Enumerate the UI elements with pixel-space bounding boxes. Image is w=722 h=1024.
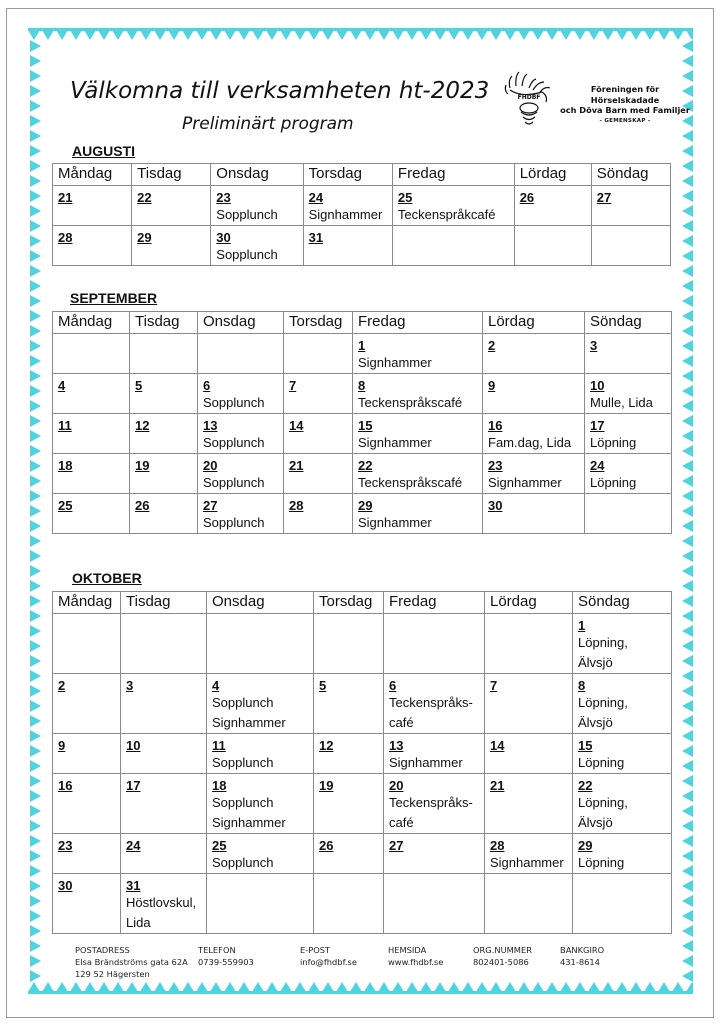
event-label: Sopplunch (212, 795, 274, 810)
organization-line-1: Föreningen för Hörselskadade (590, 84, 660, 105)
event-label: Teckenspråkcafé (397, 207, 496, 222)
event-label: Sopplunch (216, 247, 278, 262)
weekday-header: Torsdag (314, 592, 384, 614)
day-number: 30 (58, 878, 73, 893)
event-label: Löpning (590, 475, 637, 490)
day-number: 23 (58, 838, 73, 853)
weekday-header: Lördag (483, 312, 585, 334)
weekday-header: Onsdag (198, 312, 284, 334)
event-label: café (389, 715, 414, 730)
day-cell (353, 414, 483, 454)
weekday-header: Tisdag (130, 312, 198, 334)
day-cell (53, 334, 130, 374)
page-title: Välkomna till verksamheten ht-2023 (70, 78, 490, 104)
day-number: 26 (319, 838, 334, 853)
border-bottom-triangles (28, 982, 693, 992)
day-cell (284, 454, 353, 494)
day-cell (384, 774, 485, 834)
day-cell (483, 334, 585, 374)
weekday-header: Måndag (53, 592, 121, 614)
event-label: Höstlovskul, (126, 895, 197, 910)
day-number: 28 (58, 230, 73, 245)
day-cell (207, 774, 314, 834)
day-cell (573, 674, 672, 734)
day-number: 21 (289, 458, 304, 473)
day-number: 8 (358, 378, 366, 393)
week-row (53, 734, 672, 774)
day-cell (53, 186, 132, 226)
day-number: 17 (126, 778, 141, 793)
day-number: 31 (126, 878, 141, 893)
day-number: 22 (578, 778, 593, 793)
day-number: 14 (490, 738, 505, 753)
day-number: 25 (397, 190, 413, 205)
footer-column-bankgiro (560, 944, 604, 968)
day-cell (585, 334, 672, 374)
day-cell (392, 186, 514, 226)
footer-column-epost (300, 944, 357, 968)
week-row (53, 674, 672, 734)
calendar-table-oktober (52, 591, 672, 934)
day-cell (485, 614, 573, 674)
month-title: OKTOBER (72, 570, 142, 586)
weekday-header: Söndag (573, 592, 672, 614)
day-number: 19 (319, 778, 334, 793)
footer-value: Elsa Brändströms gata 62A (75, 957, 188, 967)
week-row (53, 774, 672, 834)
week-row (53, 874, 672, 934)
day-cell (207, 834, 314, 874)
footer-label: POSTADRESS (75, 945, 130, 955)
footer-column-telefon (198, 944, 254, 968)
day-number: 16 (488, 418, 503, 433)
week-row (53, 226, 671, 266)
day-number: 15 (358, 418, 373, 433)
day-number: 28 (490, 838, 505, 853)
event-label: Signhammer (490, 855, 564, 870)
event-label: Löpning, (578, 795, 628, 810)
day-number: 29 (137, 230, 152, 245)
day-number: 26 (135, 498, 150, 513)
day-cell (53, 834, 121, 874)
weekday-header: Lördag (514, 164, 591, 186)
day-number: 27 (389, 838, 404, 853)
day-cell (198, 374, 284, 414)
footer-label: TELEFON (198, 945, 236, 955)
event-label: Sopplunch (212, 855, 274, 870)
footer-value: info@fhdbf.se (300, 957, 357, 967)
event-label: Teckenspråks- (389, 795, 473, 810)
day-cell (132, 186, 211, 226)
day-number: 14 (289, 418, 304, 433)
event-label: Teckenspråkscafé (358, 395, 463, 410)
day-cell (130, 454, 198, 494)
day-cell (314, 614, 384, 674)
day-cell (198, 334, 284, 374)
day-cell (573, 734, 672, 774)
event-label: Löpning (578, 855, 625, 870)
day-cell (585, 494, 672, 534)
day-number: 31 (308, 230, 324, 245)
day-cell (53, 414, 130, 454)
day-number: 13 (389, 738, 404, 753)
day-cell (485, 734, 573, 774)
day-cell (207, 874, 314, 934)
day-number: 18 (58, 458, 73, 473)
day-number: 8 (578, 678, 586, 693)
day-cell (53, 614, 121, 674)
footer-label: ORG.NUMMER (473, 945, 532, 955)
day-cell (585, 374, 672, 414)
day-cell (284, 494, 353, 534)
day-number: 10 (126, 738, 141, 753)
day-cell (514, 226, 591, 266)
day-number: 11 (58, 418, 72, 433)
event-label: Sopplunch (212, 695, 274, 710)
day-number: 27 (596, 190, 612, 205)
day-number: 4 (58, 378, 66, 393)
event-label: Signhammer (488, 475, 562, 490)
day-number: 12 (319, 738, 334, 753)
day-cell (585, 454, 672, 494)
weekday-header: Tisdag (121, 592, 207, 614)
day-number: 25 (58, 498, 73, 513)
event-label: Sopplunch (216, 207, 278, 222)
day-cell (53, 374, 130, 414)
event-label: Sopplunch (203, 475, 265, 490)
day-cell (314, 734, 384, 774)
footer-value: 129 52 Hägersten (75, 969, 150, 979)
event-label: Älvsjö (578, 655, 613, 670)
page-subtitle: Preliminärt program (182, 114, 354, 134)
day-cell (198, 494, 284, 534)
day-cell (53, 774, 121, 834)
day-cell (207, 674, 314, 734)
day-cell (384, 734, 485, 774)
day-cell (384, 874, 485, 934)
day-cell (53, 874, 121, 934)
weekday-header: Onsdag (207, 592, 314, 614)
week-row (53, 414, 672, 454)
day-cell (53, 494, 130, 534)
day-cell (121, 774, 207, 834)
day-cell (353, 494, 483, 534)
event-label: café (389, 815, 414, 830)
day-number: 20 (389, 778, 404, 793)
day-cell (392, 226, 514, 266)
border-left-triangles (30, 40, 42, 982)
organization-name (560, 84, 690, 126)
border-right-triangles (681, 40, 693, 982)
day-cell (314, 874, 384, 934)
week-row (53, 614, 672, 674)
weekday-header: Tisdag (132, 164, 211, 186)
event-label: Signhammer (308, 207, 383, 222)
weekday-header: Fredag (392, 164, 514, 186)
day-cell (353, 334, 483, 374)
day-number: 17 (590, 418, 605, 433)
day-number: 1 (358, 338, 366, 353)
day-number: 6 (203, 378, 211, 393)
day-number: 20 (203, 458, 218, 473)
day-number: 26 (519, 190, 535, 205)
footer-value: 0739-559903 (198, 957, 254, 967)
day-cell (591, 186, 670, 226)
day-number: 25 (212, 838, 227, 853)
week-row (53, 186, 671, 226)
day-cell (121, 874, 207, 934)
day-number: 13 (203, 418, 218, 433)
day-number: 2 (488, 338, 496, 353)
day-number: 6 (389, 678, 397, 693)
day-cell (211, 186, 303, 226)
day-number: 10 (590, 378, 605, 393)
footer-column-postadress (75, 944, 188, 980)
day-cell (207, 734, 314, 774)
day-cell (573, 774, 672, 834)
day-number: 15 (578, 738, 593, 753)
day-cell (485, 834, 573, 874)
day-cell (130, 494, 198, 534)
event-label: Löpning (590, 435, 637, 450)
day-cell (130, 334, 198, 374)
month-title: SEPTEMBER (70, 290, 158, 306)
footer-value: www.fhdbf.se (388, 957, 444, 967)
event-label: Lida (126, 915, 151, 930)
day-number: 5 (319, 678, 327, 693)
day-cell (121, 734, 207, 774)
day-number: 5 (135, 378, 143, 393)
day-cell (573, 834, 672, 874)
weekday-header: Måndag (53, 312, 130, 334)
organization-line-2: och Döva Barn med Familjer (560, 105, 690, 115)
day-cell (53, 454, 130, 494)
weekday-header: Onsdag (211, 164, 303, 186)
organization-tagline: - GEMENSKAP - (599, 117, 651, 124)
day-cell (121, 614, 207, 674)
day-number: 30 (216, 230, 231, 245)
day-cell (303, 226, 392, 266)
day-number: 21 (490, 778, 505, 793)
day-cell (198, 414, 284, 454)
day-number: 2 (58, 678, 66, 693)
day-cell (207, 614, 314, 674)
event-label: Löpning, (578, 695, 628, 710)
weekday-header: Fredag (353, 312, 483, 334)
week-row (53, 834, 672, 874)
day-number: 3 (126, 678, 134, 693)
day-cell (483, 374, 585, 414)
day-number: 9 (488, 378, 496, 393)
event-label: Sopplunch (212, 755, 274, 770)
day-cell (384, 674, 485, 734)
day-cell (130, 414, 198, 454)
day-cell (485, 674, 573, 734)
day-cell (284, 374, 353, 414)
day-cell (53, 226, 132, 266)
day-number: 21 (58, 190, 73, 205)
day-number: 9 (58, 738, 66, 753)
month-title: AUGUSTI (72, 143, 135, 159)
day-cell (211, 226, 303, 266)
day-cell (121, 674, 207, 734)
event-label: Sopplunch (203, 435, 265, 450)
weekday-header: Torsdag (303, 164, 392, 186)
day-cell (514, 186, 591, 226)
day-cell (314, 834, 384, 874)
day-number: 22 (137, 190, 152, 205)
weekday-header: Söndag (585, 312, 672, 334)
event-label: Sopplunch (203, 515, 265, 530)
weekday-header: Söndag (591, 164, 670, 186)
day-number: 23 (216, 190, 231, 205)
day-cell (483, 494, 585, 534)
day-cell (284, 414, 353, 454)
day-cell (485, 774, 573, 834)
day-number: 19 (135, 458, 150, 473)
day-cell (585, 414, 672, 454)
event-label: Älvsjö (578, 815, 613, 830)
day-cell (483, 414, 585, 454)
day-cell (384, 834, 485, 874)
event-label: Teckenspråks- (389, 695, 473, 710)
footer-label: E-POST (300, 945, 331, 955)
week-row (53, 374, 672, 414)
weekday-header: Måndag (53, 164, 132, 186)
day-cell (314, 774, 384, 834)
logo-text: FHDBF (517, 94, 541, 101)
day-number: 16 (58, 778, 73, 793)
day-cell (485, 874, 573, 934)
footer-value: 802401-5086 (473, 957, 529, 967)
event-label: Älvsjö (578, 715, 613, 730)
event-label: Mulle, Lida (590, 395, 653, 410)
day-cell (132, 226, 211, 266)
footer-label: HEMSIDA (388, 945, 427, 955)
week-row (53, 454, 672, 494)
day-cell (573, 614, 672, 674)
day-cell (591, 226, 670, 266)
day-number: 3 (590, 338, 598, 353)
day-cell (483, 454, 585, 494)
event-label: Teckenspråkscafé (358, 475, 463, 490)
day-number: 22 (358, 458, 373, 473)
day-number: 24 (308, 190, 324, 205)
day-cell (384, 614, 485, 674)
event-label: Signhammer (212, 815, 286, 830)
border-top-triangles (28, 30, 693, 40)
day-cell (314, 674, 384, 734)
event-label: Signhammer (358, 435, 432, 450)
calendar-table-september (52, 311, 672, 534)
week-row (53, 494, 672, 534)
footer-column-orgnummer (473, 944, 532, 968)
day-number: 29 (578, 838, 593, 853)
day-cell (284, 334, 353, 374)
day-cell (573, 874, 672, 934)
day-cell (198, 454, 284, 494)
day-number: 30 (488, 498, 503, 513)
day-number: 7 (490, 678, 498, 693)
day-number: 29 (358, 498, 373, 513)
event-label: Signhammer (389, 755, 463, 770)
day-number: 23 (488, 458, 503, 473)
event-label: Signhammer (358, 515, 432, 530)
event-label: Sopplunch (203, 395, 265, 410)
day-cell (121, 834, 207, 874)
week-row (53, 334, 672, 374)
footer-value: 431-8614 (560, 957, 600, 967)
day-cell (353, 454, 483, 494)
day-cell (353, 374, 483, 414)
day-number: 24 (126, 838, 141, 853)
day-cell (53, 734, 121, 774)
hands-logo-icon (502, 68, 556, 128)
day-number: 28 (289, 498, 304, 513)
day-number: 1 (578, 618, 586, 633)
day-number: 4 (212, 678, 220, 693)
event-label: Fam.dag, Lida (488, 435, 572, 450)
calendar-table-augusti (52, 163, 671, 266)
day-number: 27 (203, 498, 218, 513)
weekday-header: Fredag (384, 592, 485, 614)
day-cell (303, 186, 392, 226)
event-label: Löpning, (578, 635, 628, 650)
event-label: Löpning (578, 755, 625, 770)
weekday-header: Torsdag (284, 312, 353, 334)
event-label: Signhammer (212, 715, 286, 730)
footer-label: BANKGIRO (560, 945, 605, 955)
day-number: 24 (590, 458, 605, 473)
event-label: Signhammer (358, 355, 432, 370)
day-number: 7 (289, 378, 297, 393)
day-number: 18 (212, 778, 227, 793)
day-number: 12 (135, 418, 150, 433)
day-cell (130, 374, 198, 414)
footer-column-hemsida (388, 944, 443, 968)
weekday-header: Lördag (485, 592, 573, 614)
day-cell (53, 674, 121, 734)
day-number: 11 (212, 738, 226, 753)
